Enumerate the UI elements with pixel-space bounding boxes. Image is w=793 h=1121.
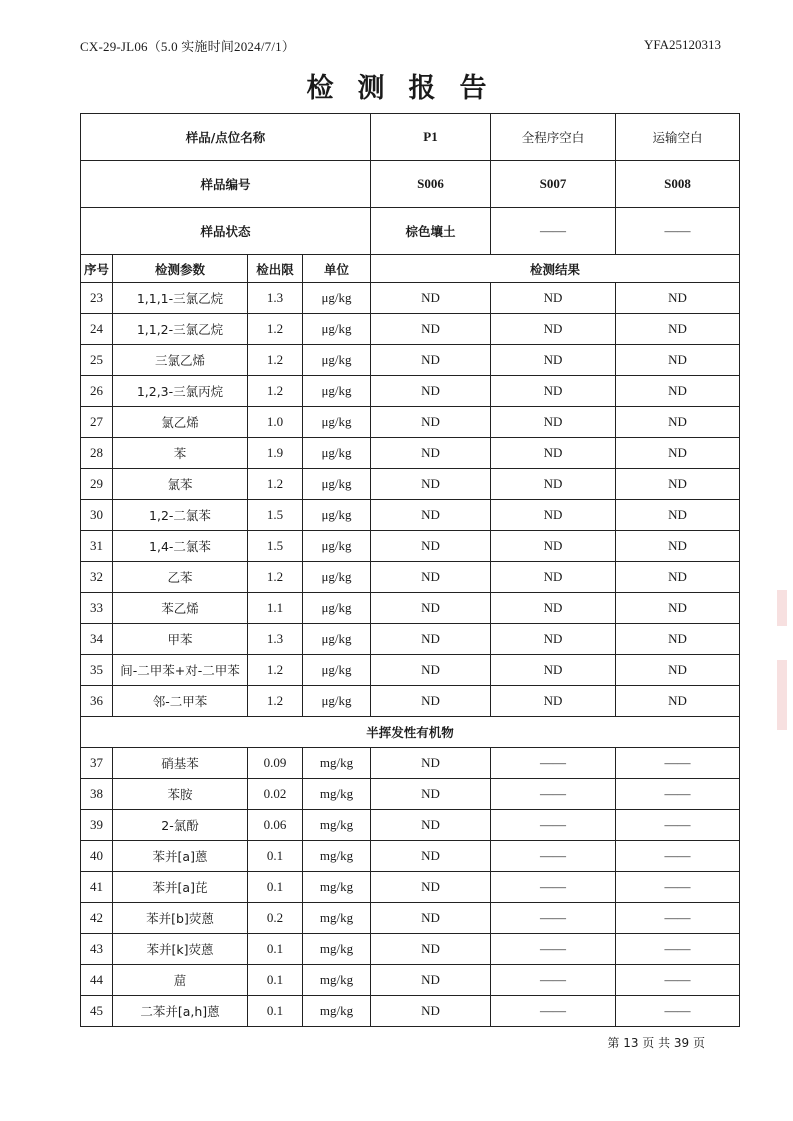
row-result-transport-blank: —— [616,903,740,934]
row-result-p1: ND [371,438,491,469]
row-result-full-blank: ND [491,345,616,376]
row-result-transport-blank: ND [616,500,740,531]
row-limit: 1.2 [248,469,303,500]
table-row [81,810,740,841]
table-row [81,314,740,345]
row-result-transport-blank: ND [616,345,740,376]
row-result-full-blank: ND [491,469,616,500]
row-seq: 36 [81,686,113,717]
row-result-full-blank: —— [491,841,616,872]
row-unit: mg/kg [303,903,371,934]
row-seq: 35 [81,655,113,686]
table-row [81,903,740,934]
row-param: 1,2-二氯苯 [113,500,248,531]
row-result-transport-blank: —— [616,841,740,872]
row-result-full-blank: —— [491,903,616,934]
row-seq: 43 [81,934,113,965]
row-result-transport-blank: ND [616,283,740,314]
sample-name-full-blank: 全程序空白 [491,114,616,161]
row-result-full-blank: ND [491,531,616,562]
row-limit: 1.5 [248,531,303,562]
row-limit: 0.06 [248,810,303,841]
row-seq: 24 [81,314,113,345]
table-row [81,996,740,1027]
row-result-p1: ND [371,593,491,624]
row-result-p1: ND [371,655,491,686]
table-row [81,872,740,903]
row-result-transport-blank: ND [616,655,740,686]
sample-name-row [81,114,740,161]
row-limit: 0.1 [248,872,303,903]
row-result-transport-blank: ND [616,531,740,562]
row-seq: 23 [81,283,113,314]
row-unit: μg/kg [303,314,371,345]
sample-state-label: 样品状态 [81,208,371,255]
row-result-p1: ND [371,934,491,965]
row-result-p1: ND [371,345,491,376]
row-result-p1: ND [371,314,491,345]
row-limit: 1.3 [248,283,303,314]
section-row [81,717,740,748]
table-row [81,779,740,810]
row-result-transport-blank: ND [616,314,740,345]
row-limit: 1.2 [248,655,303,686]
table-row [81,376,740,407]
row-unit: μg/kg [303,562,371,593]
row-result-full-blank: ND [491,593,616,624]
row-param: 2-氯酚 [113,810,248,841]
row-param: 苯乙烯 [113,593,248,624]
row-limit: 0.1 [248,996,303,1027]
row-result-p1: ND [371,810,491,841]
row-unit: μg/kg [303,407,371,438]
table-row [81,624,740,655]
row-seq: 38 [81,779,113,810]
sample-number-2: S007 [491,161,616,208]
row-result-transport-blank: —— [616,779,740,810]
row-result-p1: ND [371,841,491,872]
row-unit: μg/kg [303,283,371,314]
row-seq: 26 [81,376,113,407]
row-param: 苯并[b]荧蒽 [113,903,248,934]
row-seq: 41 [81,872,113,903]
row-seq: 32 [81,562,113,593]
row-param: 硝基苯 [113,748,248,779]
row-limit: 0.2 [248,903,303,934]
row-unit: μg/kg [303,624,371,655]
table-row [81,438,740,469]
row-limit: 1.2 [248,376,303,407]
result-header: 检测结果 [371,255,740,283]
row-limit: 0.09 [248,748,303,779]
sample-name-transport-blank: 运输空白 [616,114,740,161]
row-unit: mg/kg [303,748,371,779]
row-result-p1: ND [371,500,491,531]
row-seq: 33 [81,593,113,624]
row-seq: 28 [81,438,113,469]
table-row [81,748,740,779]
row-limit: 0.02 [248,779,303,810]
row-result-p1: ND [371,376,491,407]
row-limit: 1.2 [248,686,303,717]
row-result-p1: ND [371,283,491,314]
sample-state-3: —— [616,208,740,255]
row-unit: μg/kg [303,438,371,469]
row-param: 二苯并[a,h]蒽 [113,996,248,1027]
row-result-p1: ND [371,779,491,810]
row-seq: 30 [81,500,113,531]
row-param: 氯苯 [113,469,248,500]
table-row [81,531,740,562]
row-result-p1: ND [371,965,491,996]
row-param: 1,2,3-三氯丙烷 [113,376,248,407]
row-seq: 27 [81,407,113,438]
row-result-full-blank: ND [491,655,616,686]
row-limit: 0.1 [248,841,303,872]
row-result-full-blank: —— [491,872,616,903]
row-result-transport-blank: ND [616,469,740,500]
row-seq: 40 [81,841,113,872]
row-result-p1: ND [371,996,491,1027]
row-seq: 42 [81,903,113,934]
row-result-full-blank: ND [491,283,616,314]
page-number: 第 13 页 共 39 页 [607,1036,705,1050]
row-param: 苯并[a]蒽 [113,841,248,872]
row-unit: μg/kg [303,593,371,624]
row-unit: μg/kg [303,531,371,562]
column-header-row [81,255,740,283]
edge-stain [777,590,787,626]
row-result-transport-blank: —— [616,965,740,996]
row-limit: 0.1 [248,934,303,965]
table-row [81,655,740,686]
row-limit: 1.2 [248,314,303,345]
row-seq: 39 [81,810,113,841]
row-result-transport-blank: ND [616,686,740,717]
row-unit: μg/kg [303,655,371,686]
row-param: 氯乙烯 [113,407,248,438]
row-result-p1: ND [371,562,491,593]
row-result-full-blank: —— [491,934,616,965]
row-param: 苯并[a]芘 [113,872,248,903]
table-row [81,500,740,531]
row-result-transport-blank: —— [616,748,740,779]
table-row [81,407,740,438]
row-result-p1: ND [371,903,491,934]
row-result-p1: ND [371,872,491,903]
row-result-transport-blank: ND [616,376,740,407]
row-result-p1: ND [371,531,491,562]
row-result-transport-blank: —— [616,934,740,965]
report-number: YFA25120313 [643,37,721,52]
row-result-full-blank: —— [491,779,616,810]
row-limit: 1.1 [248,593,303,624]
sample-name-p1: P1 [371,114,491,161]
table-row [81,469,740,500]
seq-header: 序号 [81,255,113,283]
report-title: 检测报告 [306,73,511,104]
row-unit: mg/kg [303,965,371,996]
row-limit: 1.5 [248,500,303,531]
row-param: 1,1,2-三氯乙烷 [113,314,248,345]
row-result-full-blank: ND [491,624,616,655]
row-param: 甲苯 [113,624,248,655]
row-param: 三氯乙烯 [113,345,248,376]
document-code: CX-29-JL06（5.0 实施时间2024/7/1） [80,39,296,54]
row-seq: 34 [81,624,113,655]
row-result-full-blank: ND [491,562,616,593]
row-result-full-blank: ND [491,686,616,717]
row-result-p1: ND [371,469,491,500]
row-unit: mg/kg [303,841,371,872]
table-row [81,562,740,593]
row-result-p1: ND [371,748,491,779]
row-result-p1: ND [371,686,491,717]
row-unit: μg/kg [303,686,371,717]
row-result-full-blank: ND [491,438,616,469]
unit-header: 单位 [303,255,371,283]
row-result-full-blank: ND [491,500,616,531]
row-result-p1: ND [371,624,491,655]
row-limit: 1.3 [248,624,303,655]
row-unit: mg/kg [303,934,371,965]
row-result-transport-blank: ND [616,438,740,469]
table-row [81,345,740,376]
edge-stain [777,660,787,730]
sample-number-3: S008 [616,161,740,208]
table-row [81,841,740,872]
row-result-transport-blank: ND [616,562,740,593]
row-result-transport-blank: —— [616,810,740,841]
row-param: 邻-二甲苯 [113,686,248,717]
sample-state-row [81,208,740,255]
row-param: 苯 [113,438,248,469]
results-table [80,113,740,1027]
row-result-p1: ND [371,407,491,438]
row-result-full-blank: —— [491,965,616,996]
row-unit: μg/kg [303,376,371,407]
limit-header: 检出限 [248,255,303,283]
sample-number-1: S006 [371,161,491,208]
row-unit: μg/kg [303,469,371,500]
row-seq: 29 [81,469,113,500]
row-unit: mg/kg [303,996,371,1027]
row-seq: 37 [81,748,113,779]
row-result-full-blank: —— [491,748,616,779]
param-header: 检测参数 [113,255,248,283]
row-limit: 1.0 [248,407,303,438]
row-unit: mg/kg [303,810,371,841]
row-param: 间-二甲苯+对-二甲苯 [113,655,248,686]
table-row [81,965,740,996]
row-param: 苯并[k]荧蒽 [113,934,248,965]
row-limit: 0.1 [248,965,303,996]
row-unit: μg/kg [303,500,371,531]
sample-name-label: 样品/点位名称 [81,114,371,161]
row-result-transport-blank: ND [616,407,740,438]
row-result-transport-blank: —— [616,872,740,903]
row-seq: 31 [81,531,113,562]
row-param: 1,4-二氯苯 [113,531,248,562]
table-row [81,283,740,314]
row-result-full-blank: ND [491,376,616,407]
row-seq: 44 [81,965,113,996]
sample-state-2: —— [491,208,616,255]
row-param: 1,1,1-三氯乙烷 [113,283,248,314]
row-unit: mg/kg [303,872,371,903]
row-unit: μg/kg [303,345,371,376]
sample-number-row [81,161,740,208]
sample-state-1: 棕色壤土 [371,208,491,255]
row-param: 䓛 [113,965,248,996]
row-unit: mg/kg [303,779,371,810]
table-row [81,593,740,624]
row-limit: 1.2 [248,562,303,593]
table-row [81,686,740,717]
row-seq: 45 [81,996,113,1027]
row-limit: 1.2 [248,345,303,376]
row-seq: 25 [81,345,113,376]
sample-number-label: 样品编号 [81,161,371,208]
row-param: 乙苯 [113,562,248,593]
row-limit: 1.9 [248,438,303,469]
row-result-full-blank: ND [491,407,616,438]
row-result-full-blank: —— [491,996,616,1027]
row-result-full-blank: —— [491,810,616,841]
row-result-transport-blank: ND [616,593,740,624]
row-param: 苯胺 [113,779,248,810]
row-result-transport-blank: —— [616,996,740,1027]
row-result-transport-blank: ND [616,624,740,655]
table-row [81,934,740,965]
row-result-full-blank: ND [491,314,616,345]
section-label: 半挥发性有机物 [81,717,740,748]
